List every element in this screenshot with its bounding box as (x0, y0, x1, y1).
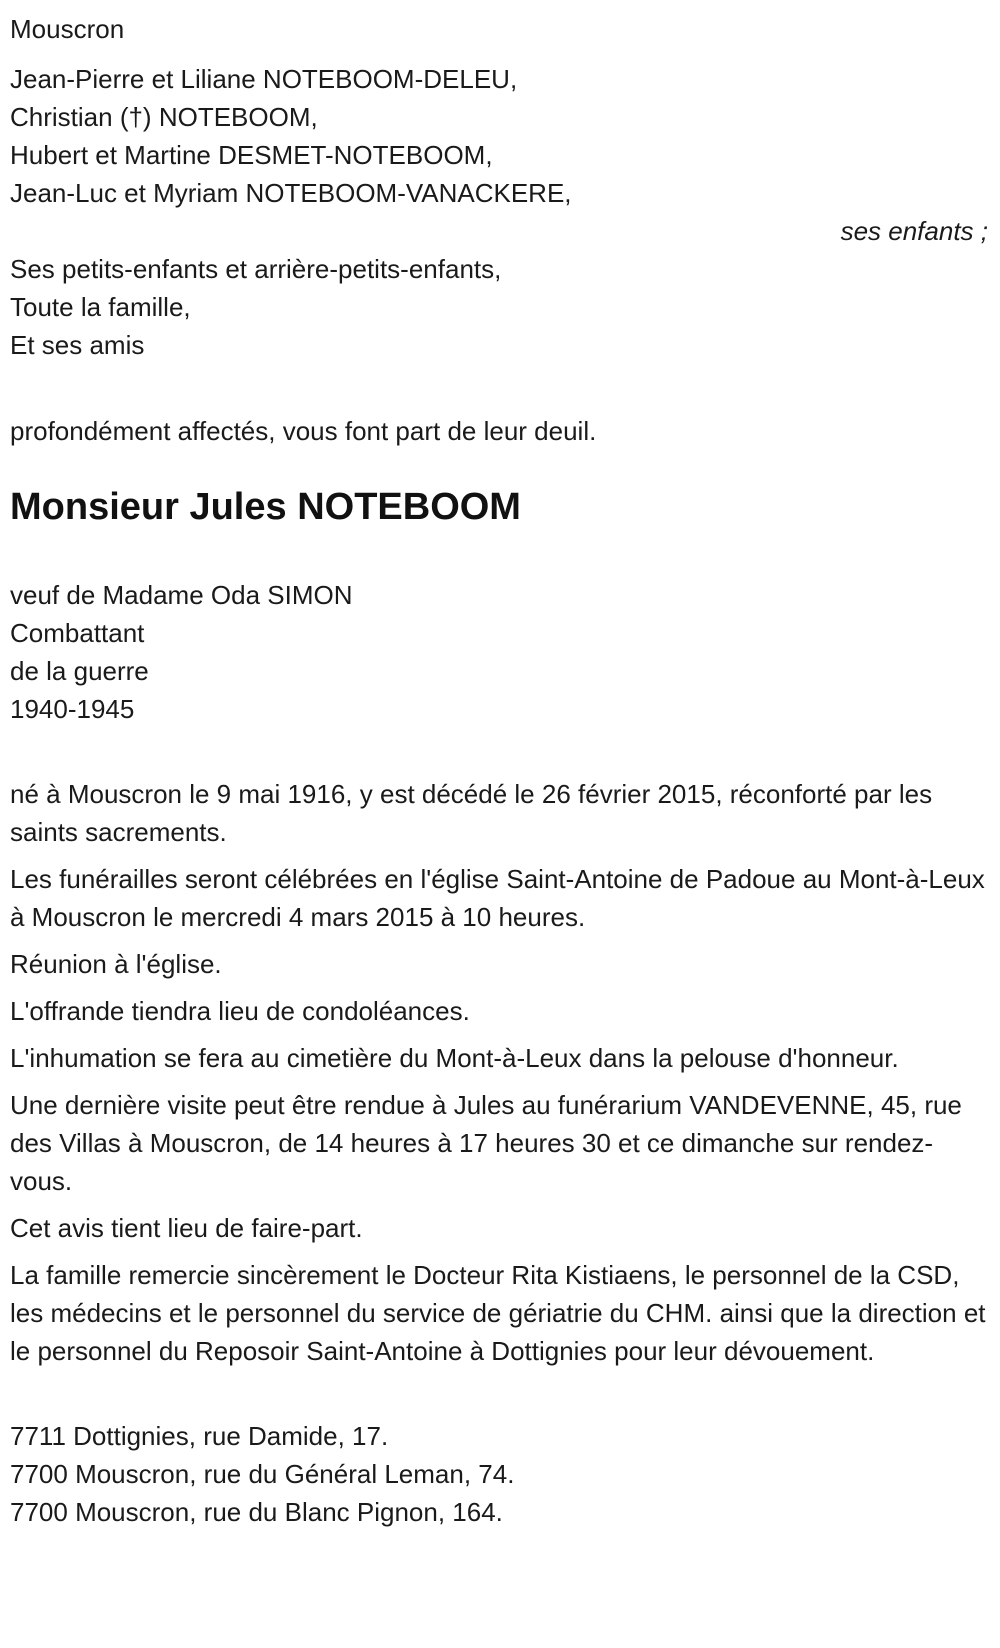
addresses-block (10, 1417, 988, 1531)
deceased-name-heading: Monsieur Jules NOTEBOOM (10, 486, 521, 528)
deceased-detail: 1940-1945 (10, 694, 135, 724)
children-line: Christian (†) NOTEBOOM, (10, 102, 318, 132)
grief-statement: profondément affectés, vous font part de leur deuil. (10, 416, 597, 446)
children-line: Jean-Luc et Myriam NOTEBOOM-VANACKERE, (10, 178, 572, 208)
children-line: Hubert et Martine DESMET-NOTEBOOM, (10, 140, 493, 170)
city-line: Mouscron (10, 14, 125, 44)
family-line: Toute la famille, (10, 292, 191, 322)
deceased-detail: Combattant (10, 618, 145, 648)
children-label: ses enfants ; (840, 216, 988, 246)
announcement-paragraph: Les funérailles seront célébrées en l'église Saint-Antoine de Padoue au Mont-à-Leux à Mouscron le mercredi 4 mars 2015 à 10 heures. (10, 864, 985, 932)
address-line: 7700 Mouscron, rue du Général Leman, 74. (10, 1459, 515, 1489)
announcement-paragraph: Une dernière visite peut être rendue à Jules au funérarium VANDEVENNE, 45, rue des Villas à Mouscron, de 14 heures à 17 heures 30 et ce dimanche sur rendez-vous. (10, 1090, 962, 1196)
deceased-detail: de la guerre (10, 656, 149, 686)
relatives-block (10, 60, 988, 364)
family-line: Ses petits-enfants et arrière-petits-enfants, (10, 254, 502, 284)
deceased-detail: veuf de Madame Oda SIMON (10, 580, 353, 610)
family-line: Et ses amis (10, 330, 145, 360)
announcement-paragraph: L'inhumation se fera au cimetière du Mont-à-Leux dans la pelouse d'honneur. (10, 1043, 899, 1073)
announcement-paragraph: La famille remercie sincèrement le Docteur Rita Kistiaens, le personnel de la CSD, les médecins et le personnel du service de gériatrie du CHM. ainsi que la direction et le personnel du Reposoir Saint-Antoine à Dottignies pour leur dévouement. (10, 1260, 986, 1366)
announcement-paragraph: né à Mouscron le 9 mai 1916, y est décédé le 26 février 2015, réconforté par les saints sacrements. (10, 779, 933, 847)
announcement-paragraph: Cet avis tient lieu de faire-part. (10, 1213, 363, 1243)
announcement-paragraph: L'offrande tiendra lieu de condoléances. (10, 996, 470, 1026)
announcement-paragraph: Réunion à l'église. (10, 949, 222, 979)
address-line: 7700 Mouscron, rue du Blanc Pignon, 164. (10, 1497, 503, 1527)
deceased-details-block (10, 576, 988, 728)
address-line: 7711 Dottignies, rue Damide, 17. (10, 1421, 389, 1451)
children-line: Jean-Pierre et Liliane NOTEBOOM-DELEU, (10, 64, 518, 94)
